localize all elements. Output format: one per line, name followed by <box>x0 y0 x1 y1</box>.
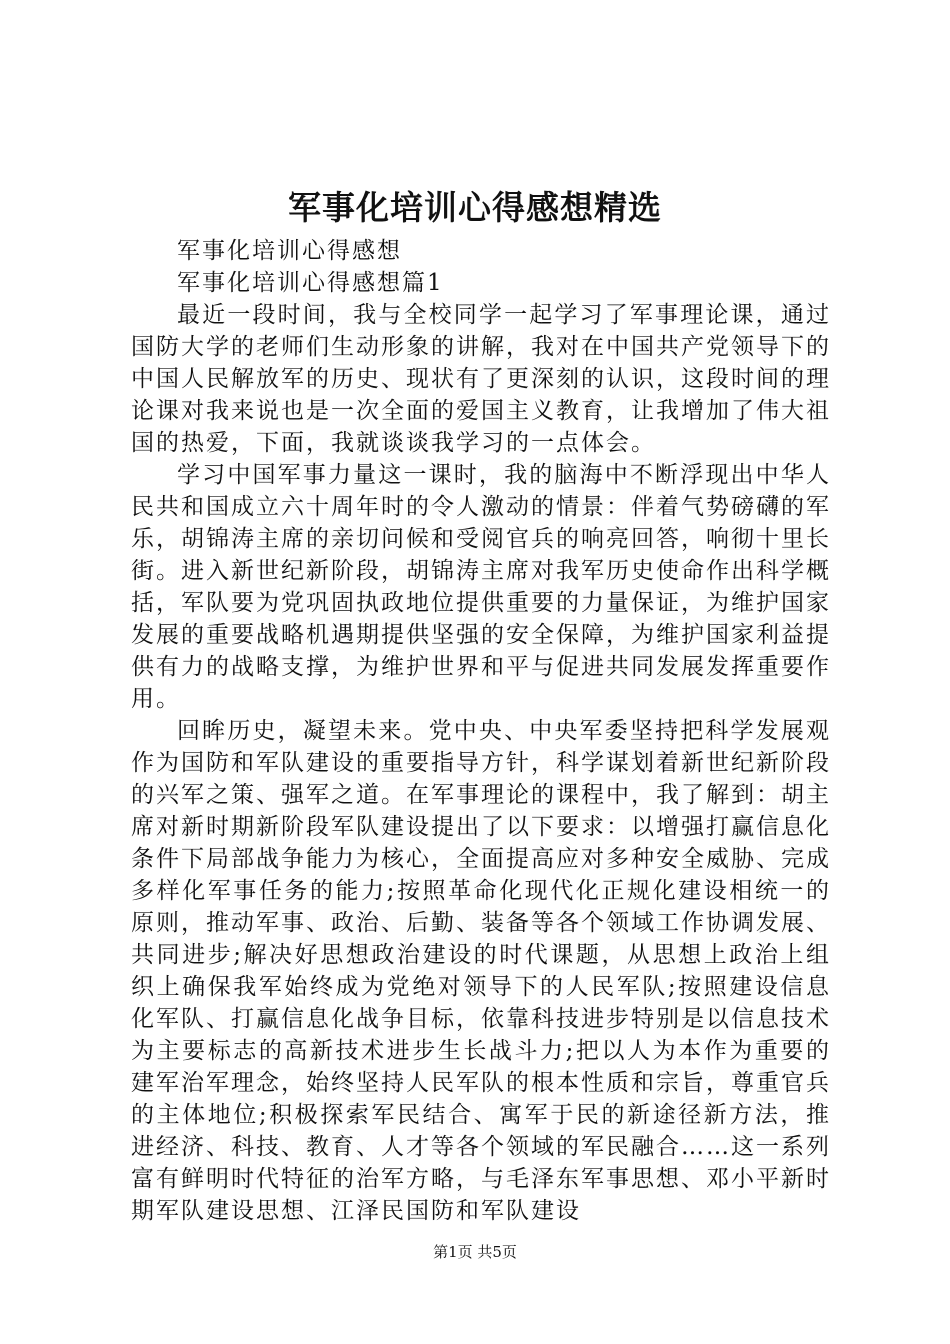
subtitle-line: 军事化培训心得感想 <box>177 238 402 264</box>
document-body <box>131 235 831 1227</box>
document-title: 军事化培训心得感想精选 <box>288 188 662 227</box>
page-footer: 第1页 共5页 <box>433 1243 517 1261</box>
body-paragraph: 最近一段时间，我与全校同学一起学习了军事理论课，通过国防大学的老师们生动形象的讲解，我对在中国共产党领导下的中国人民解放军的历史、现状有了更深刻的认识，这段时间的理论课对我来说也是一次全面的爱国主义教育，让我增加了伟大祖国的热爱，下面，我就谈谈我学习的一点体会。 <box>131 302 831 456</box>
body-paragraph: 回眸历史，凝望未来。党中央、中央军委坚持把科学发展观作为国防和军队建设的重要指导方针，科学谋划着新世纪新阶段的兴军之策、强军之道。在军事理论的课程中，我了解到：胡主席对新时期新阶段军队建设提出了以下要求：以增强打赢信息化条件下局部战争能力为核心，全面提高应对多种安全威胁、完成多样化军事任务的能力;按照革命化现代化正规化建设相统一的原则，推动军事、政治、后勤、装备等各个领域工作协调发展、共同进步;解决好思想政治建设的时代课题，从思想上政治上组织上确保我军始终成为党绝对领导下的人民军队;按照建设信息化军队、打赢信息化战争目标，依靠科技进步特别是以信息技术为主要标志的高新技术进步生长战斗力;把以人为本作为重要的建军治军理念，始终坚持人民军队的根本性质和宗旨，尊重官兵的主体地位;积极探索军民结合、寓军于民的新途径新方法，推进经济、科技、教育、人才等各个领域的军民融合……这一系列富有鲜明时代特征的治军方略，与毛泽东军事思想、邓小平新时期军队建设思想、江泽民国防和军队建设 <box>131 718 831 1224</box>
body-paragraph: 学习中国军事力量这一课时，我的脑海中不断浮现出中华人民共和国成立六十周年时的令人激动的情景：伴着气势磅礴的军乐，胡锦涛主席的亲切问候和受阅官兵的响亮回答，响彻十里长街。进入新世纪新阶段，胡锦涛主席对我军历史使命作出科学概括，军队要为党巩固执政地位提供重要的力量保证，为维护国家发展的重要战略机遇期提供坚强的安全保障，为维护国家利益提供有力的战略支撑，为维护世界和平与促进共同发展发挥重要作用。 <box>131 462 831 712</box>
section-heading: 军事化培训心得感想篇1 <box>177 270 444 296</box>
